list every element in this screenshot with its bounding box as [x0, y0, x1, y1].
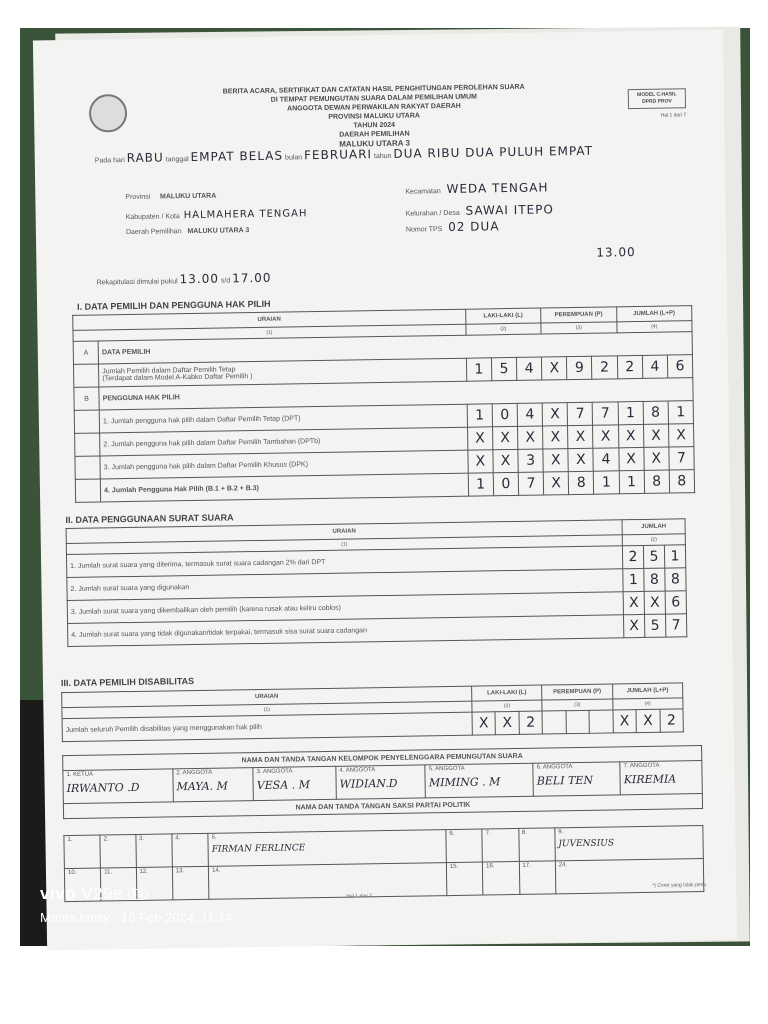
kpps-sign-6 — [533, 762, 621, 796]
digit-cell: X — [668, 424, 694, 447]
digit-cell: X — [568, 448, 593, 471]
saksi-cell — [555, 859, 707, 894]
idx-2: (2) — [472, 700, 543, 712]
kpps-sign-1 — [63, 769, 173, 804]
saksi-number: 11. — [104, 869, 113, 876]
digit-cell: X — [643, 424, 668, 447]
digit-cell: 9 — [567, 356, 592, 379]
digit-cell: X — [542, 357, 567, 380]
saksi-number: 15. — [449, 863, 459, 871]
saksi-cell — [519, 861, 556, 895]
saksi-number: 17. — [522, 862, 531, 869]
document-sheet — [33, 30, 737, 951]
digit-cell: 0 — [492, 403, 517, 426]
saksi-signature-table — [63, 825, 707, 902]
saksi-number: 2. — [103, 836, 109, 843]
time-start-value: 13.00 — [179, 271, 220, 287]
digit-cell: 4 — [517, 403, 542, 426]
kpps-name: IRWANTO .D — [66, 780, 140, 796]
time-row: Rekapitulasi dimulai pukul 13.00 s/d 17.00 — [96, 270, 272, 287]
digit-cell: 2 — [659, 709, 683, 732]
model-box: MODEL C.HASIL DPRD PROV — [628, 88, 686, 109]
digit-cell: 8 — [644, 470, 669, 493]
saksi-number: 16. — [486, 863, 495, 870]
saksi-cell — [208, 830, 446, 867]
row-label: 1. Jumlah pengguna hak pilih dalam Daftar Pemilih Tetap (DPT) — [99, 404, 467, 433]
digit-cell: X — [618, 424, 643, 447]
idx-4: (4) — [616, 321, 692, 333]
idx-3: (3) — [541, 322, 617, 334]
regency-label: Kabupaten / Kota — [125, 213, 180, 222]
district-value: WEDA TENGAH — [446, 180, 549, 196]
watermark-brand: vivo — [40, 884, 77, 903]
digit-cell — [566, 710, 590, 733]
saksi-cell — [135, 834, 172, 868]
idx-1: (1) — [66, 535, 622, 555]
section-1-table — [72, 305, 695, 503]
section-2-title: II. DATA PENGGUNAAN SURAT SUARA — [65, 512, 234, 526]
day-label: Pada hari — [94, 157, 125, 165]
district-row — [405, 180, 548, 196]
col-laki: LAKI-LAKI (L) — [465, 308, 541, 324]
month-value: FEBRUARI — [303, 147, 373, 163]
kpps-role: 1. KETUA — [66, 771, 94, 779]
row-dpt-line2: (Terdapat dalam Model A-Kabko Daftar Pemilih ) — [102, 373, 253, 383]
row-label: Jumlah seluruh Pemilih disabilitas yang menggunakan hak pilih — [62, 712, 472, 741]
page-footer: Hal 1 dari 7 — [346, 893, 373, 900]
digit-cell — [589, 710, 613, 733]
saksi-number: 7. — [485, 830, 491, 837]
idx-4: (4) — [612, 698, 683, 710]
digit-cell: 6 — [665, 591, 686, 614]
dapil-value: MALUKU UTARA 3 — [187, 227, 250, 236]
saksi-number: 10. — [67, 869, 77, 877]
digit-cell: 0 — [493, 472, 518, 495]
digit-cell: 7 — [593, 402, 618, 425]
watermark-model: V29e — [81, 884, 123, 903]
saksi-cell — [172, 833, 209, 867]
digit-cell: 7 — [518, 472, 543, 495]
village-value: SAWAI ITEPO — [465, 202, 554, 218]
idx-2: (2) — [622, 534, 685, 546]
idx-1: (1) — [62, 701, 472, 718]
col-jumlah: JUMLAH (L+P) — [616, 306, 692, 322]
header-line-2: DI TEMPAT PEMUNGUTAN SUARA DALAM PEMILIHAN UMUM — [270, 93, 478, 104]
village-row — [406, 202, 554, 218]
digit-cell: X — [468, 450, 493, 473]
digit-cell: 8 — [643, 401, 668, 424]
digit-cell: X — [618, 447, 643, 470]
saksi-cell — [483, 861, 520, 895]
digit-cell — [542, 711, 566, 734]
digit-cell: 3 — [518, 449, 543, 472]
row-label: 4. Jumlah surat suara yang tidak digunakan/tidak terpakai, termasuk sisa surat suara cadangan — [68, 615, 624, 647]
col-perempuan: PEREMPUAN (P) — [541, 307, 617, 323]
digit-cell: X — [472, 712, 496, 735]
camera-watermark-info — [40, 910, 233, 925]
kpps-role: 3. ANGGOTA — [256, 768, 293, 776]
digit-cell: X — [518, 426, 543, 449]
digit-cell: 4 — [642, 355, 667, 378]
digit-cell: X — [543, 472, 568, 495]
col-perempuan: PEREMPUAN (P) — [542, 684, 613, 700]
row-label: 3. Jumlah pengguna hak pilih dalam Daftar Pemilih Khusus (DPK) — [100, 450, 468, 479]
digit-cell: 8 — [665, 568, 686, 591]
kpps-name: KIREMIA — [623, 772, 677, 787]
saksi-cell — [482, 828, 519, 862]
saksi-number: 14. — [212, 867, 221, 874]
saksi-cell — [555, 826, 704, 861]
tps-label: Nomor TPS — [405, 226, 443, 234]
date-label: tanggal — [165, 156, 189, 164]
village-label: Kelurahan / Desa — [405, 209, 460, 218]
finish-time — [596, 245, 636, 260]
kpps-role: 2. ANGGOTA — [176, 769, 213, 777]
kpps-role: 6. ANGGOTA — [536, 764, 573, 771]
kpps-sign-4 — [336, 765, 426, 799]
saksi-number: 13. — [175, 868, 185, 875]
row-label: 2. Jumlah pengguna hak pilih dalam Daftar Pemilih Tambahan (DPTb) — [100, 427, 468, 456]
kpps-role: 7. ANGGOTA — [623, 762, 660, 770]
digit-cell: 4 — [593, 448, 618, 471]
col-uraian: URAIAN — [66, 520, 622, 544]
saksi-cell — [446, 862, 483, 896]
digit-cell: 1 — [664, 545, 685, 568]
digit-cell: 1 — [623, 568, 644, 591]
kpps-signature-table — [62, 745, 703, 819]
header-line-1: BERITA ACARA, SERTIFIKAT DAN CATATAN HASIL PENGHITUNGAN PEROLEHAN SUARA — [222, 83, 525, 96]
kpps-title: NAMA DAN TANDA TANGAN KELOMPOK PENYELENGGARA PEMUNGUTAN SUARA — [63, 746, 702, 771]
digit-cell: X — [467, 427, 492, 450]
digit-cell: X — [644, 447, 669, 470]
row-label: 2. Jumlah surat suara yang digunakan — [67, 569, 623, 601]
group-b-code: B — [74, 387, 99, 410]
digit-cell: 2 — [622, 545, 643, 568]
kpps-role: 4. ANGGOTA — [339, 767, 376, 774]
row-label: 4. Jumlah Pengguna Hak Pilih (B.1 + B.2 + B.3) — [100, 473, 468, 502]
group-b-label: PENGGUNA HAK PILIH — [99, 378, 693, 410]
watermark-timestamp: 16 Feb 2024, 11.14 — [120, 910, 233, 925]
digit-cell: 1 — [467, 404, 492, 427]
digit-cell: X — [636, 709, 660, 732]
saksi-number: 9. — [558, 829, 564, 836]
header-line-7: MALUKU UTARA 3 — [339, 138, 410, 149]
digit-cell: 4 — [516, 357, 541, 380]
saksi-number: 8. — [521, 829, 527, 836]
col-uraian: URAIAN — [62, 686, 472, 707]
saksi-title: NAMA DAN TANDA TANGAN SAKSI PARTAI POLITIK — [63, 794, 702, 819]
digit-cell: 7 — [665, 614, 686, 637]
regency-value: HALMAHERA TENGAH — [183, 208, 308, 222]
digit-cell: X — [568, 425, 593, 448]
kpps-role: 5. ANGGOTA — [428, 765, 465, 773]
digit-cell: X — [623, 614, 644, 637]
dapil-label: Daerah Pemilihan — [125, 228, 182, 237]
digit-cell: 2 — [617, 355, 642, 378]
saksi-name: FIRMAN FERLINCE — [211, 843, 306, 855]
digit-cell: 2 — [519, 711, 543, 734]
digit-cell: 5 — [644, 614, 665, 637]
group-a-code: A — [73, 341, 98, 364]
digit-cell: X — [493, 449, 518, 472]
saksi-number: 3. — [138, 835, 145, 842]
province-value: MALUKU UTARA — [159, 192, 217, 201]
digit-cell: X — [495, 711, 519, 734]
header-line-4: PROVINSI MALUKU UTARA — [328, 112, 421, 121]
idx-2: (2) — [466, 323, 542, 335]
tps-row — [406, 219, 500, 234]
saksi-name: JUVENSIUS — [558, 838, 615, 850]
time-end-value: 17.00 — [232, 270, 272, 286]
digit-cell: 1 — [618, 401, 643, 424]
row-label: 1. Jumlah surat suara yang diterima, termasuk surat suara cadangan 2% dari DPT — [66, 546, 622, 578]
kpps-sign-5 — [425, 763, 533, 798]
digit-cell: 7 — [567, 402, 592, 425]
digit-cell: 1 — [619, 470, 644, 493]
saksi-cell — [100, 834, 136, 868]
kpps-sign-7 — [620, 761, 702, 795]
saksi-number: 5. — [211, 834, 217, 841]
dapil-row — [126, 227, 249, 236]
digit-cell: 1 — [466, 358, 491, 381]
saksi-number: 1. — [67, 836, 73, 844]
idx-3: (3) — [542, 699, 613, 711]
saksi-number: 4. — [175, 835, 181, 842]
saksi-cell — [209, 863, 447, 900]
province-row — [125, 193, 216, 201]
saksi-cell — [446, 829, 483, 863]
province-label: Provinsi — [125, 193, 151, 202]
date-value: EMPAT BELAS — [190, 148, 284, 165]
digit-cell: X — [644, 591, 665, 614]
kpps-name: MAYA. M — [176, 779, 228, 794]
header-line-3: ANGGOTA DEWAN PERWAKILAN RAKYAT DAERAH — [287, 102, 461, 113]
digit-cell: 1 — [468, 473, 493, 496]
digit-cell: 8 — [568, 471, 593, 494]
col-jumlah: JUMLAH — [622, 519, 685, 535]
saksi-cell — [172, 866, 209, 900]
digit-cell: X — [543, 449, 568, 472]
year-value: DUA RIBU DUA PULUH EMPAT — [393, 143, 594, 161]
digit-cell: 8 — [669, 470, 695, 493]
time-start-label: Rekapitulasi dimulai pukul — [96, 278, 178, 287]
saksi-number: 24. — [558, 862, 568, 869]
col-jumlah: JUMLAH (L+P) — [612, 683, 683, 699]
regency-row — [126, 208, 308, 222]
kpps-name: WIDIAN.D — [339, 776, 398, 791]
digit-cell: X — [593, 425, 618, 448]
digit-cell: 2 — [592, 356, 617, 379]
digit-cell: X — [623, 591, 644, 614]
page-indicator: Hal 1 dari 7 — [660, 112, 687, 119]
camera-watermark — [40, 884, 148, 904]
digit-cell: 5 — [643, 545, 664, 568]
tps-value: 02 DUA — [448, 219, 500, 234]
saksi-number: 12. — [139, 868, 148, 875]
section-3-table — [61, 682, 684, 742]
digit-cell: 7 — [669, 447, 695, 470]
month-label: bulan — [284, 154, 303, 162]
watermark-5g-badge: 5G — [128, 889, 148, 900]
digit-cell: 5 — [491, 357, 516, 380]
watermark-author: MamaJanzy — [40, 910, 111, 925]
digit-cell: 1 — [668, 401, 694, 424]
document-header — [94, 81, 655, 153]
saksi-number: 6. — [449, 830, 455, 838]
header-line-5: TAHUN 2024 — [353, 121, 396, 130]
col-uraian: URAIAN — [73, 309, 466, 330]
footnote: *) Coret yang tidak perlu — [652, 882, 707, 889]
day-value: RABU — [126, 150, 164, 166]
saksi-cell — [64, 835, 101, 869]
kpps-name: MIMING . M — [428, 775, 501, 790]
header-line-6: DAERAH PEMILIHAN — [339, 130, 410, 139]
year-label: tahun — [373, 152, 392, 161]
finish-time-value: 13.00 — [596, 245, 636, 260]
row-dpt-line1: Jumlah Pemilih dalam Daftar Pemilih Tetap — [102, 366, 236, 376]
section-1-title: I. DATA PEMILIH DAN PENGGUNA HAK PILIH — [77, 298, 271, 312]
section-3-title: III. DATA PEMILIH DISABILITAS — [60, 676, 195, 689]
group-a-label: DATA PEMILIH — [98, 332, 692, 364]
digit-cell: X — [492, 426, 517, 449]
digit-cell: 8 — [644, 568, 665, 591]
digit-cell: X — [613, 710, 637, 733]
saksi-cell — [518, 828, 555, 862]
row-label: 3. Jumlah surat suara yang dikembalikan oleh pemilih (karena rusak atau keliru coblos) — [67, 592, 623, 624]
kpps-name: VESA . M — [256, 778, 311, 793]
section-2-table — [66, 518, 688, 647]
district-label: Kecamatan — [405, 188, 441, 196]
digit-cell: X — [542, 403, 567, 426]
digit-cell: 6 — [667, 355, 693, 378]
digit-cell: X — [543, 426, 568, 449]
col-laki: LAKI-LAKI (L) — [471, 685, 542, 701]
kpps-name: BELI TEN — [536, 773, 594, 788]
idx-1: (1) — [73, 324, 466, 341]
kpps-sign-2 — [173, 768, 254, 802]
kpps-sign-3 — [253, 766, 336, 800]
digit-cell: 1 — [594, 471, 619, 494]
